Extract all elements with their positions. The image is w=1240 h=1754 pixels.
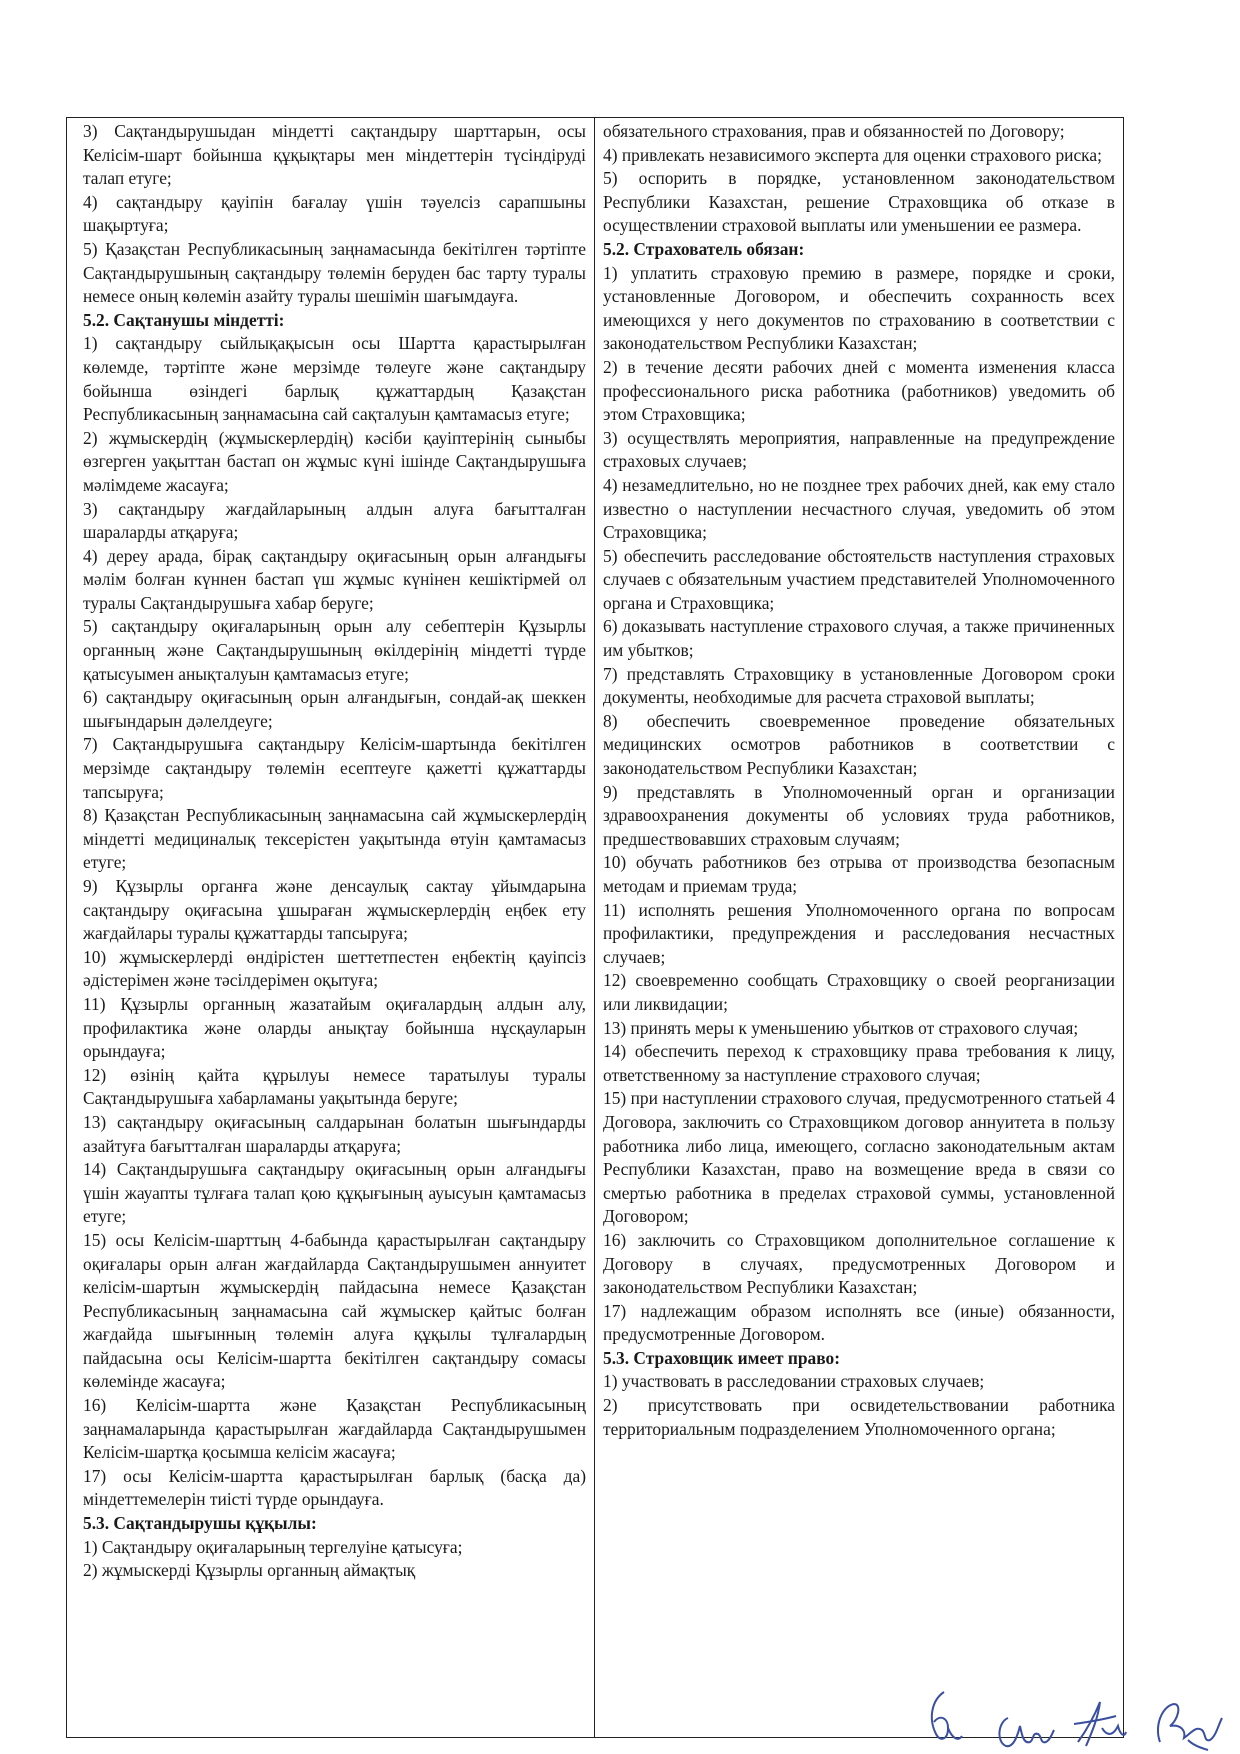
- russian-paragraph: 4) незамедлительно, но не позднее трех рабочих дней, как ему стало известно о наступлении несчастного случая, уведомить об этом Страховщика;: [603, 474, 1115, 543]
- kazakh-paragraph: 15) осы Келісім-шарттың 4-бабында қарастырылған сақтандыру оқиғалары орын алған жағдайларда Сақтандырушымен аннуитет келісім-шартын жұмыскердің пайдасына немесе Қазақстан Республикасының заңнамасына сай жұмыскер қайтыс болған жағдайда шығынның төлемін алуға құқылы тұлғалардың пайдасына осы Келісім-шартта бекітілген сақтандыру сомасы көлемінде жасауға;: [83, 1229, 586, 1392]
- russian-paragraph: 6) доказывать наступление страхового случая, а также причиненных им убытков;: [603, 616, 1115, 661]
- bilingual-contract-table: [66, 117, 1124, 1738]
- russian-paragraph: 2) присутствовать при освидетельствовании работника территориальным подразделением Уполномоченного органа;: [603, 1395, 1115, 1439]
- russian-paragraph: 13) принять меры к уменьшению убытков от страхового случая;: [603, 1017, 1079, 1038]
- kazakh-paragraph: 16) Келісім-шартта және Қазақстан Республикасының заңнамаларында қарастырылған жағдайларда Сақтандырушымен Келісім-шартқа қосымша келісім жасауға;: [83, 1395, 586, 1463]
- russian-paragraph: 15) при наступлении страхового случая, предусмотренного статьей 4 Договора, заключить со Страховщиком договор аннуитета в пользу работника либо лица, имеющего, согласно законодательным актам Республики Казахстан, право на возмещение вреда в связи со смертью работника в пределах страховой суммы, установленной Договором;: [603, 1088, 1115, 1227]
- russian-paragraph: 7) представлять Страховщику в установленные Договором сроки документы, необходимые для расчета страховой выплаты;: [603, 663, 1115, 708]
- russian-paragraph: 8) обеспечить своевременное проведение обязательных медицинских осмотров работников в соответствии с законодательством Республики Казахстан;: [603, 710, 1115, 779]
- kazakh-paragraph: 7) Сақтандырушыға сақтандыру Келісім-шартында бекітілген мерзімде сақтандыру төлемін есептеуге қажетті құжаттарды тапсыруға;: [83, 734, 586, 802]
- russian-paragraph: 9) представлять в Уполномоченный орган и организации здравоохранения документы об условиях труда работников, предшествовавших страховым случаям;: [603, 781, 1115, 849]
- kazakh-paragraph: 1) Сақтандыру оқиғаларының тергелуіне қатысуға;: [83, 1536, 463, 1557]
- kazakh-section-heading: 5.2. Сақтанушы міндетті:: [83, 309, 285, 330]
- kazakh-paragraph: 5) Қазақстан Республикасының заңнамасында бекітілген тәртіпте Сақтандырушының сақтандыру төлемін беруден бас тарту туралы немесе оның көлемін азайту туралы шешімін шағымдауға.: [83, 238, 586, 307]
- kazakh-paragraph: 4) сақтандыру қауіпін бағалау үшін тәуелсіз сарапшыны шақыртуға;: [83, 191, 586, 236]
- russian-section-heading: 5.2. Страхователь обязан:: [603, 238, 805, 259]
- russian-paragraph: 2) в течение десяти рабочих дней с момента изменения класса профессионального риска работника (работников) уведомить об этом Страховщика;: [603, 356, 1115, 425]
- kazakh-paragraph: 12) өзінің қайта құрылуы немесе таратылуы туралы Сақтандырушыға хабарламаны уақытында беруге;: [83, 1064, 586, 1109]
- signature-mark-1: [918, 1688, 966, 1748]
- kazakh-paragraph: 13) сақтандыру оқиғасының салдарынан болатын шығындарды азайтуға бағытталған шараларды атқаруға;: [83, 1111, 586, 1156]
- russian-paragraph: 1) уплатить страховую премию в размере, порядке и сроки, установленные Договором, и обеспечить сохранность всех имеющихся у него документов по страхованию в соответствии с законодательством Республики Казахстан;: [603, 262, 1115, 354]
- kazakh-column: [67, 118, 595, 1737]
- kazakh-paragraph: 3) сақтандыру жағдайларының алдын алуға бағытталған шараларды атқаруға;: [83, 498, 586, 543]
- russian-section-heading: 5.3. Страховщик имеет право:: [603, 1347, 840, 1368]
- russian-paragraph: 17) надлежащим образом исполнять все (иные) обязанности, предусмотренные Договором.: [603, 1300, 1115, 1345]
- kazakh-paragraph: 10) жұмыскерлерді өндірістен шеттетпестен еңбектің қауіпсіз әдістерімен және тәсілдерімен оқытуға;: [83, 946, 586, 991]
- kazakh-paragraph: 2) жұмыскерді Құзырлы органның аймақтық: [83, 1560, 416, 1581]
- russian-column: [595, 118, 1123, 1737]
- russian-paragraph: обязательного страхования, прав и обязанностей по Договору;: [603, 121, 1065, 141]
- signature-mark-3: [1068, 1698, 1128, 1752]
- russian-paragraph: 5) оспорить в порядке, установленном законодательством Республики Казахстан, решение Страховщика об отказе в осуществлении страховой выплаты или уменьшении ее размера.: [603, 168, 1115, 236]
- russian-paragraph: 11) исполнять решения Уполномоченного органа по вопросам профилактики, предупреждения и расследования несчастных случаев;: [603, 899, 1115, 967]
- russian-paragraph: 10) обучать работников без отрыва от производства безопасным методам и приемам труда;: [603, 852, 1115, 896]
- kazakh-paragraph: 5) сақтандыру оқиғаларының орын алу себептерін Құзырлы органның және Сақтандырушының өкілдерінің міндетті түрде қатысуымен анықталуын қамтамасыз етуге;: [83, 616, 586, 684]
- kazakh-paragraph: 3) Сақтандырушыдан міндетті сақтандыру шарттарын, осы Келісім-шарт бойынша құқықтары мен міндеттерін түсіндіруді талап етуге;: [83, 121, 586, 189]
- kazakh-section-heading: 5.3. Сақтандырушы құқылы:: [83, 1513, 317, 1534]
- kazakh-paragraph: 6) сақтандыру оқиғасының орын алғандығын, сондай-ақ шеккен шығындарын дәлелдеуге;: [83, 687, 586, 731]
- kazakh-paragraph: 14) Сақтандырушыға сақтандыру оқиғасының орын алғандығы үшін жауапты тұлғаға талап қою құқығының ауысуын қамтамасыз етуге;: [83, 1159, 586, 1227]
- kazakh-paragraph: 9) Құзырлы органға және денсаулық сактау ұйымдарына сақтандыру оқиғасына ұшыраған жұмыскерлердің еңбек ету жағдайлары туралы құжаттарды тапсыруға;: [83, 876, 586, 944]
- signature-mark-4: [1144, 1696, 1224, 1754]
- kazakh-paragraph: 2) жұмыскердің (жұмыскерлердің) кәсіби қауіптерінің сыныбы өзгерген уақыттан бастап он жұмыс күні ішінде Сақтандырушыға мәлімдеме жасауға;: [83, 427, 586, 495]
- russian-paragraph: 1) участвовать в расследовании страховых случаев;: [603, 1371, 985, 1392]
- russian-paragraph: 4) привлекать независимого эксперта для оценки страхового риска;: [603, 144, 1102, 165]
- russian-paragraph: 5) обеспечить расследование обстоятельств наступления страховых случаев с обязательным участием представителей Уполномоченного органа и Страховщика;: [603, 545, 1115, 613]
- kazakh-paragraph: 11) Құзырлы органның жазатайым оқиғалардың алдын алу, профилактика және оларды анықтау бойынша нұсқауларын орындауға;: [83, 993, 586, 1062]
- russian-paragraph: 14) обеспечить переход к страховщику права требования к лицу, ответственному за наступление страхового случая;: [603, 1041, 1115, 1085]
- kazakh-paragraph: 8) Қазақстан Республикасының заңнамасына сай жұмыскерлердің міндетті медициналық тексерістен уақытында өтуін қамтамасыз етуге;: [83, 805, 586, 873]
- russian-paragraph: 12) своевременно сообщать Страховщику о своей реорганизации или ликвидации;: [603, 970, 1115, 1014]
- russian-paragraph: 16) заключить со Страховщиком дополнительное соглашение к Договору в случаях, предусмотренных Договором и законодательством Республики Казахстан;: [603, 1229, 1115, 1298]
- kazakh-paragraph: 17) осы Келісім-шартта қарастырылған барлық (басқа да) міндеттемелерін тиісті түрде орындауға.: [83, 1465, 586, 1510]
- kazakh-paragraph: 4) дереу арада, бірақ сақтандыру оқиғасының орын алғандығы мәлім болған күннен бастап үш жұмыс күнінен кешіктірмей ол туралы Сақтандырушыға хабар беруге;: [83, 545, 586, 613]
- kazakh-paragraph: 1) сақтандыру сыйлықақысын осы Шартта қарастырылған көлемде, тәртіпте және мерзімде төлеуге және сақтандыру бойынша өзіндегі барлық құжаттардың Қазақстан Республикасының заңнамасына сай сақталуын қамтамасыз етуге;: [83, 333, 586, 425]
- signature-mark-2: [994, 1712, 1056, 1752]
- russian-paragraph: 3) осуществлять мероприятия, направленные на предупреждение страховых случаев;: [603, 427, 1115, 472]
